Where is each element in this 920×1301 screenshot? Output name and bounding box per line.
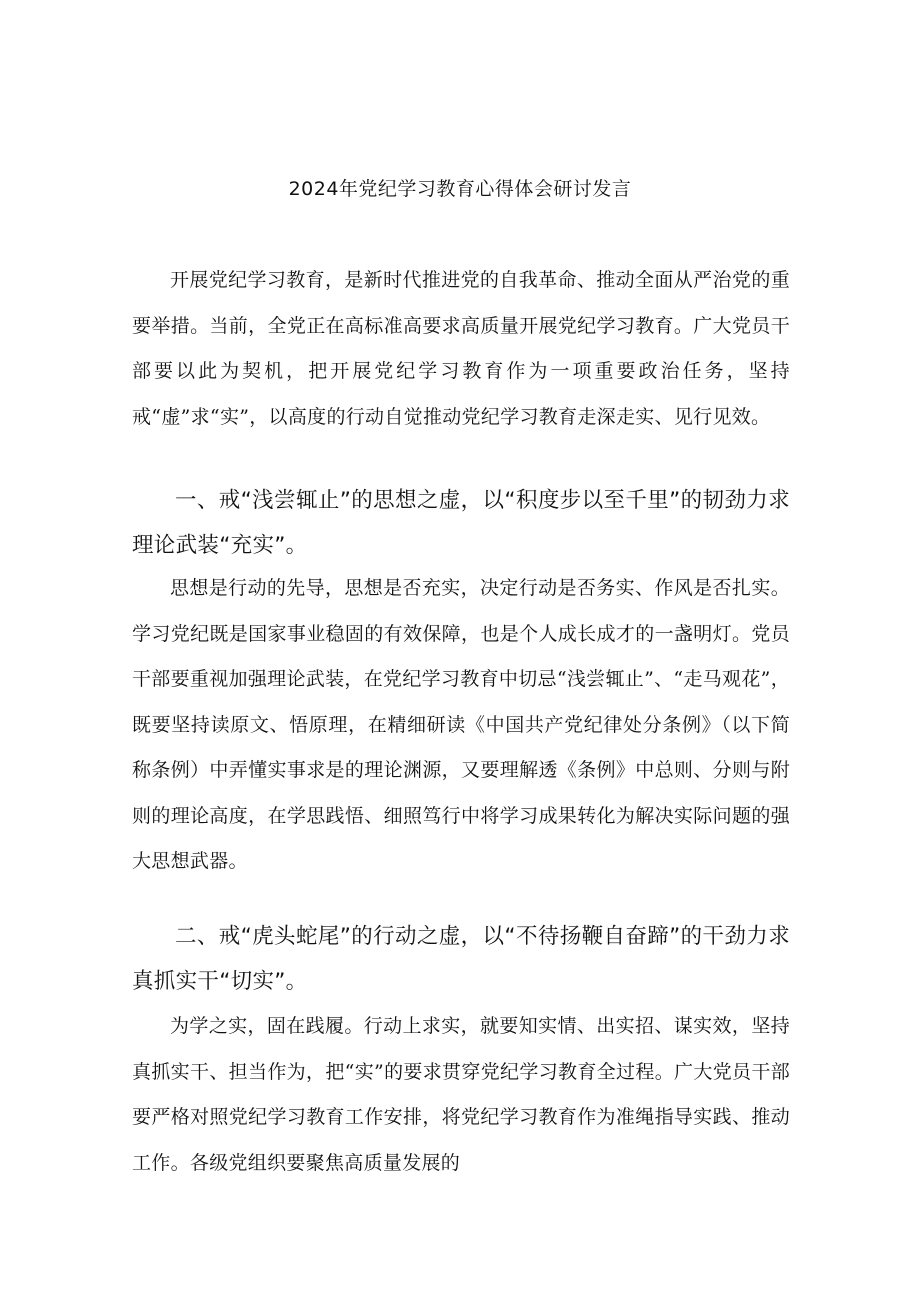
section-2-heading: 二、戒“虎头蛇尾”的行动之虚，以“不待扬鞭自奋蹄”的干劲力求真抓实干“切实”。 [132, 924, 790, 994]
section-1-heading: 一、戒“浅尝辄止”的思想之虚，以“积度步以至千里”的韧劲力求理论武装“充实”。 [132, 488, 790, 558]
section-2-heading-block [132, 914, 790, 1004]
section-1-body-block [132, 566, 790, 885]
intro-paragraph: 开展党纪学习教育，是新时代推进党的自我革命、推动全面从严治党的重要举措。当前，全党正在高标准高要求高质量开展党纪学习教育。广大党员干部要以此为契机，把开展党纪学习教育作为一项重要政治任务，坚持戒“虚”求“实”，以高度的行动自觉推动党纪学习教育走深走实、见行见效。 [132, 269, 790, 428]
section-2-body-block [132, 1004, 790, 1186]
section-1-body: 思想是行动的先导，思想是否充实，决定行动是否务实、作风是否扎实。学习党纪既是国家事业稳固的有效保障，也是个人成长成才的一盏明灯。党员干部要重视加强理论武装，在党纪学习教育中切忌“浅尝辄止”、“走马观花”，既要坚持读原文、悟原理，在精细研读《中国共产党纪律处分条例》（以下简称条例）中弄懂实事求是的理论渊源，又要理解透《条例》中总则、分则与附则的理论高度，在学思践悟、细照笃行中将学习成果转化为解决实际问题的强大思想武器。 [132, 577, 790, 872]
section-2-body: 为学之实，固在践履。行动上求实，就要知实情、出实招、谋实效，坚持真抓实干、担当作为，把“实”的要求贯穿党纪学习教育全过程。广大党员干部要严格对照党纪学习教育工作安排，将党纪学习教育作为准绳指导实践、推动工作。各级党组织要聚焦高质量发展的 [132, 1015, 790, 1174]
section-1-heading-block [132, 478, 790, 568]
intro-block [132, 258, 790, 440]
document-title: 2024年党纪学习教育心得体会研讨发言 [288, 178, 632, 200]
